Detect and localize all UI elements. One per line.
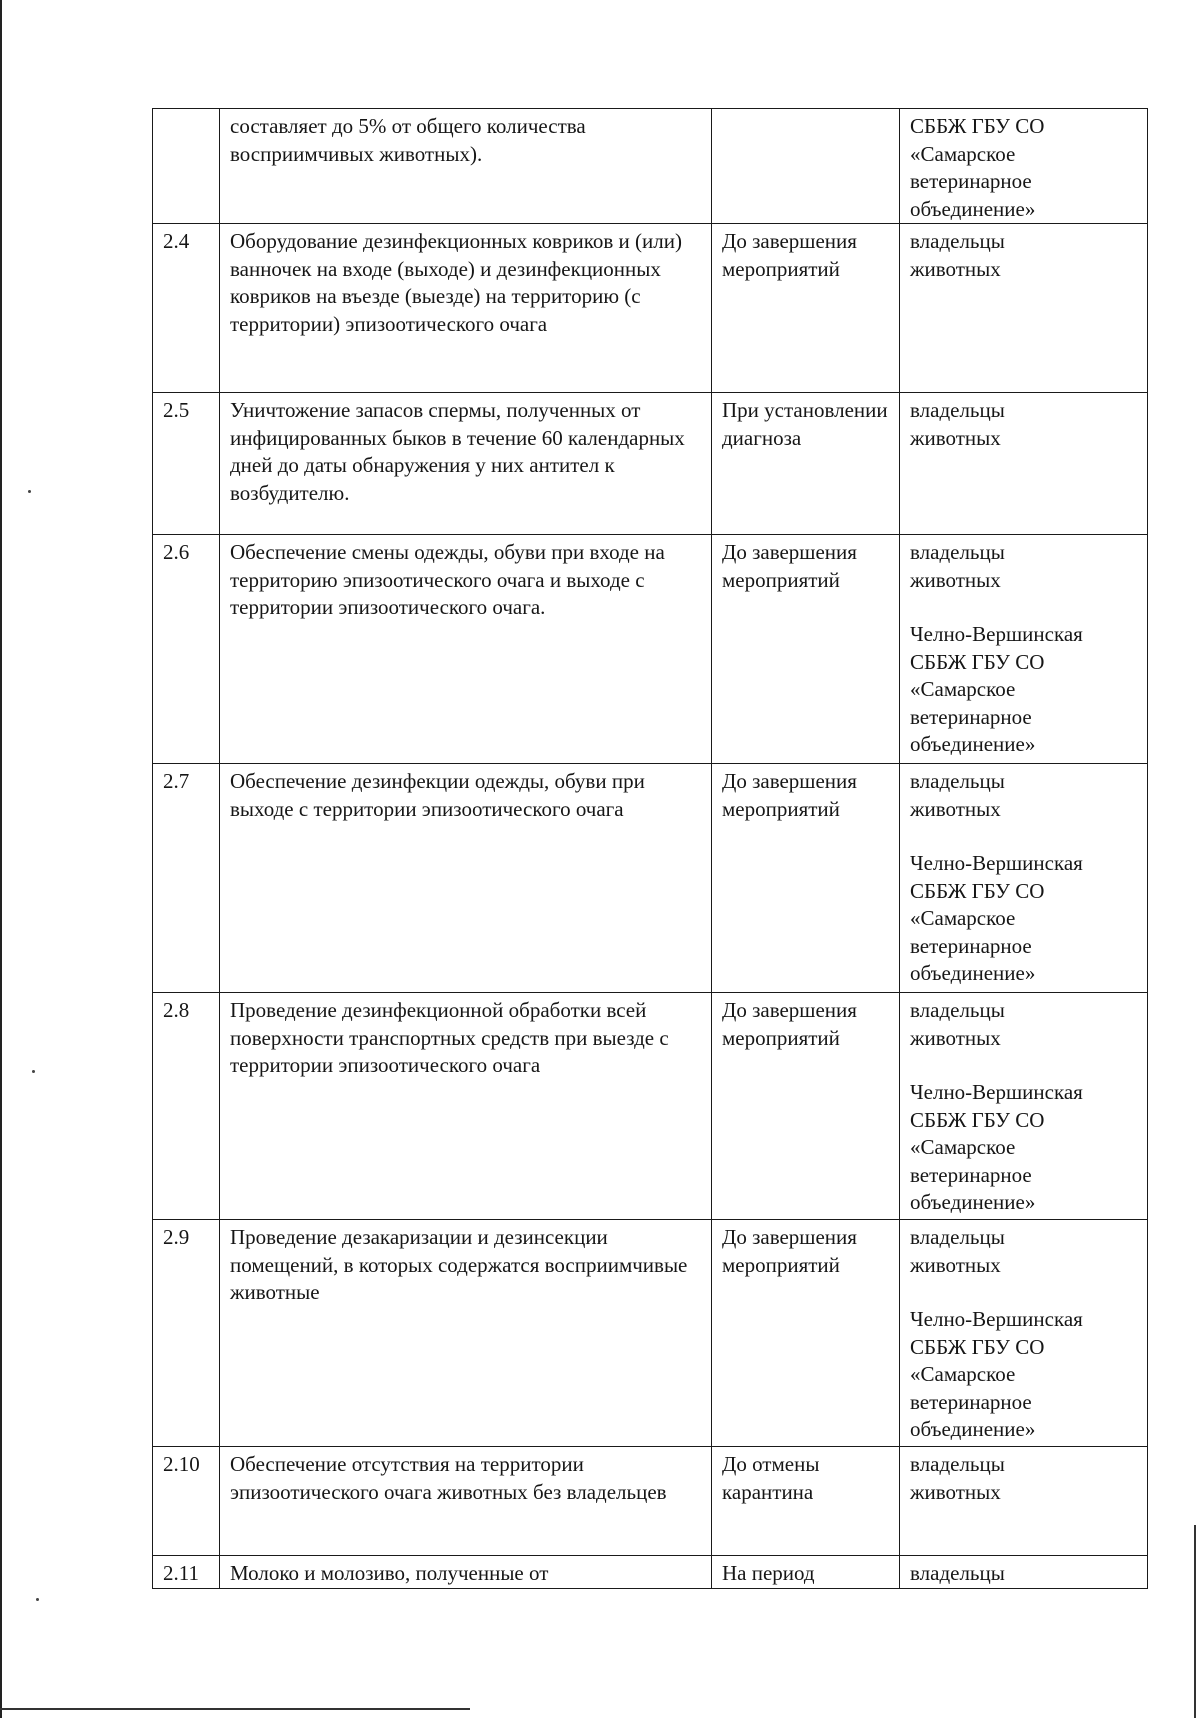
responsible-line: СББЖ ГБУ СО [910, 1107, 1045, 1132]
responsible-line: объединение» [910, 1417, 1036, 1441]
table-row [153, 224, 1148, 393]
measure-deadline: На период [712, 1556, 900, 1589]
measure-description: Обеспечение смены одежды, обуви при входе на территорию эпизоотического очага и выходе с территории эпизоотического очага. [220, 535, 712, 764]
group-spacer [910, 594, 1137, 621]
measure-deadline [712, 109, 900, 224]
scan-speck [32, 1070, 35, 1073]
responsible-line: «Самарское [910, 1135, 1016, 1159]
measure-deadline: До завершения мероприятий [712, 224, 900, 393]
responsible-line: животных [910, 1479, 1001, 1504]
responsible-line: Челно-Вершинская [910, 1080, 1083, 1104]
responsible-line: СББЖ ГБУ СО [910, 649, 1045, 674]
responsible-parties [900, 109, 1148, 224]
scan-edge-bottom [0, 1708, 470, 1710]
responsible-line: животных [910, 1025, 1001, 1050]
responsible-line: ветеринарное [910, 169, 1032, 193]
group-spacer [910, 1052, 1137, 1079]
responsible-parties [900, 1220, 1148, 1447]
responsible-line: животных [910, 796, 1001, 821]
responsible-line: Челно-Вершинская [910, 1307, 1083, 1331]
responsible-line: животных [910, 1252, 1001, 1277]
table-row [153, 393, 1148, 535]
responsible-parties [900, 224, 1148, 393]
measure-description: Обеспечение дезинфекции одежды, обуви при выходе с территории эпизоотического очага [220, 764, 712, 993]
responsible-parties [900, 1556, 1148, 1589]
measure-description: Оборудование дезинфекционных ковриков и (или) ванночек на входе (выходе) и дезинфекционных ковриков на въезде (выезде) на территорию (с территории) эпизоотического очага [220, 224, 712, 393]
measures-table [152, 108, 1148, 1589]
responsible-line: «Самарское [910, 1362, 1016, 1386]
responsible-line: владельцы [910, 540, 1005, 564]
group-spacer [910, 1279, 1137, 1306]
responsible-parties [900, 1447, 1148, 1556]
item-number: 2.4 [153, 224, 220, 393]
responsible-line: владельцы [910, 1452, 1005, 1476]
item-number: 2.5 [153, 393, 220, 535]
measure-description: Молоко и молозиво, полученные от [220, 1556, 712, 1589]
measure-deadline: До завершения мероприятий [712, 1220, 900, 1447]
responsible-line: животных [910, 256, 1001, 281]
responsible-line: ветеринарное [910, 1162, 1032, 1187]
item-number: 2.6 [153, 535, 220, 764]
responsible-line: ветеринарное [910, 933, 1032, 958]
measure-description: составляет до 5% от общего количества восприимчивых животных). [220, 109, 712, 224]
responsible-line: «Самарское [910, 141, 1016, 166]
measure-deadline: До завершения мероприятий [712, 535, 900, 764]
measure-deadline: До завершения мероприятий [712, 993, 900, 1220]
responsible-line: объединение» [910, 961, 1036, 985]
responsible-line: СББЖ ГБУ СО [910, 1334, 1045, 1359]
measures-table-body [153, 109, 1148, 1589]
responsible-line: ветеринарное [910, 704, 1032, 729]
table-row [153, 993, 1148, 1220]
responsible-line: СББЖ ГБУ СО [910, 114, 1045, 138]
measure-description: Проведение дезинфекционной обработки всей поверхности транспортных средств при выезде с территории эпизоотического очага [220, 993, 712, 1220]
measure-deadline: До отмены карантина [712, 1447, 900, 1556]
responsible-line: владельцы [910, 1225, 1005, 1249]
responsible-parties [900, 535, 1148, 764]
table-row [153, 1447, 1148, 1556]
responsible-line: Челно-Вершинская [910, 851, 1083, 875]
responsible-line: «Самарское [910, 906, 1016, 930]
responsible-line: животных [910, 567, 1001, 592]
responsible-line: владельцы [910, 1561, 1005, 1585]
responsible-line: владельцы [910, 398, 1005, 422]
item-number [153, 109, 220, 224]
responsible-parties [900, 993, 1148, 1220]
table-row [153, 109, 1148, 224]
scan-edge-left [0, 0, 2, 1718]
table-row [153, 764, 1148, 993]
measure-description: Проведение дезакаризации и дезинсекции помещений, в которых содержатся восприимчивые животные [220, 1220, 712, 1447]
scan-edge-right [1194, 1525, 1196, 1718]
responsible-line: ветеринарное [910, 1389, 1032, 1414]
responsible-line: животных [910, 425, 1001, 450]
scan-speck [28, 490, 31, 493]
responsible-line: владельцы [910, 229, 1005, 253]
item-number: 2.7 [153, 764, 220, 993]
responsible-line: «Самарское [910, 677, 1016, 701]
responsible-parties [900, 764, 1148, 993]
table-row [153, 1220, 1148, 1447]
item-number: 2.11 [153, 1556, 220, 1589]
item-number: 2.8 [153, 993, 220, 1220]
responsible-line: объединение» [910, 732, 1036, 756]
responsible-line: владельцы [910, 769, 1005, 793]
measure-deadline: При установлении диагноза [712, 393, 900, 535]
responsible-line: Челно-Вершинская [910, 622, 1083, 646]
table-row [153, 1556, 1148, 1589]
group-spacer [910, 823, 1137, 850]
responsible-parties [900, 393, 1148, 535]
measure-description: Обеспечение отсутствия на территории эпизоотического очага животных без владельцев [220, 1447, 712, 1556]
item-number: 2.10 [153, 1447, 220, 1556]
responsible-line: СББЖ ГБУ СО [910, 878, 1045, 903]
measure-deadline: До завершения мероприятий [712, 764, 900, 993]
responsible-line: владельцы [910, 998, 1005, 1022]
table-row [153, 535, 1148, 764]
measure-description: Уничтожение запасов спермы, полученных от инфицированных быков в течение 60 календарных дней до даты обнаружения у них антител к возбудителю. [220, 393, 712, 535]
item-number: 2.9 [153, 1220, 220, 1447]
responsible-line: объединение» [910, 196, 1036, 221]
responsible-line: объединение» [910, 1190, 1036, 1214]
scan-speck [36, 1598, 39, 1601]
